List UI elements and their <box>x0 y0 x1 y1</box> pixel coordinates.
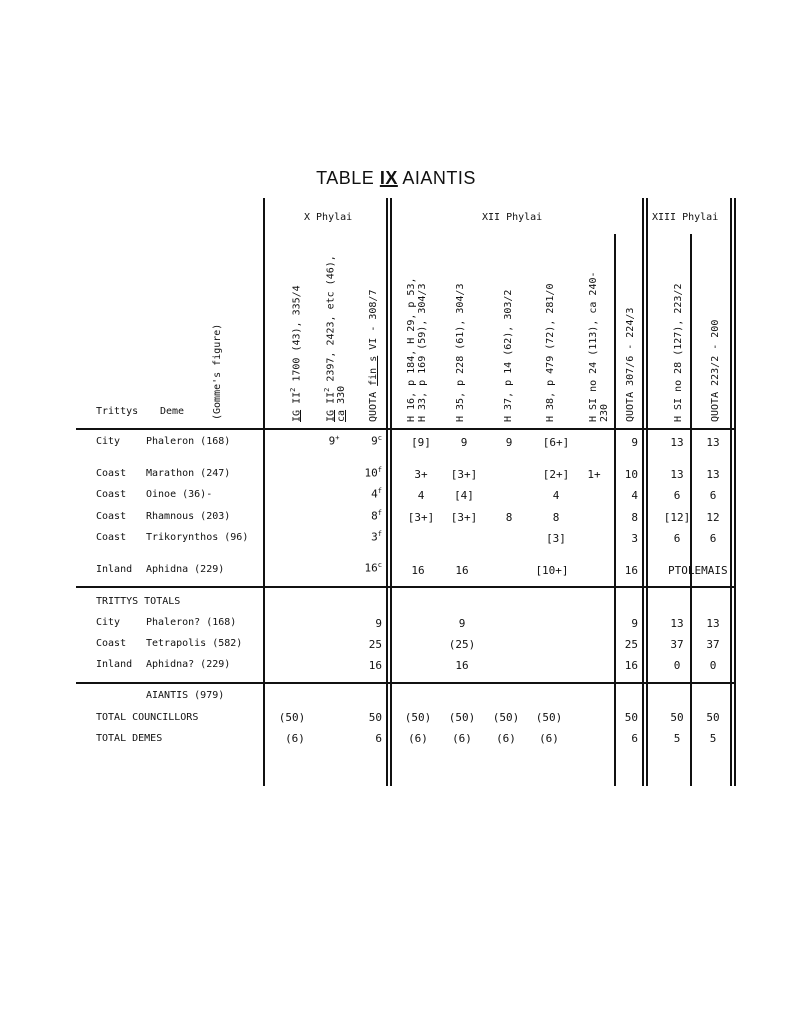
header-deme: Deme <box>160 406 185 417</box>
header-col11: QUOTA 223/2 - 200 <box>710 319 721 422</box>
header-gomme: (Gomme's figure) <box>212 323 223 420</box>
rule-x-right-b <box>390 198 392 786</box>
rule-xii-right-b <box>646 198 648 786</box>
header-col3: QUOTA fin s VI - 308/7 <box>368 289 379 422</box>
rule-x-right-a <box>386 198 388 786</box>
title-tribe: AIANTIS <box>402 168 476 188</box>
header-col4: H 16, p 184, H 29, p 53, H 33, p 169 (59), 304/3 <box>406 277 428 422</box>
header-col1: IG $II^2$ 1700 (43), 335/4 <box>289 285 303 422</box>
page-title <box>0 168 792 189</box>
rule-demes-bottom <box>76 586 736 588</box>
header-col5: H 35, p 228 (61), 304/3 <box>455 283 466 422</box>
trittys-totals-label: TRITTYS TOTALS <box>96 596 181 607</box>
header-col10: H SI no 28 (127), 223/2 <box>673 283 684 422</box>
group-xii-phylai: XII Phylai <box>482 212 543 223</box>
group-x-phylai: X Phylai <box>304 212 353 223</box>
rule-header-bottom <box>76 428 736 430</box>
rule-xii-right-a <box>642 198 644 786</box>
rule-quota1-left <box>614 234 616 786</box>
header-col8: H SI no 24 (113), ca 240- 230 <box>588 271 610 422</box>
title-word: TABLE <box>316 168 375 188</box>
header-col9: QUOTA 307/6 - 224/3 <box>625 307 636 422</box>
rule-totals-bottom <box>76 682 736 684</box>
tribe-summary-label: AIANTIS (979) <box>146 690 225 701</box>
header-col7: H 38, p 479 (72), 281/0 <box>545 283 556 422</box>
header-col6: H 37, p 14 (62), 303/2 <box>503 289 514 422</box>
header-trittys: Trittys <box>96 406 139 417</box>
rule-x-left <box>263 198 265 786</box>
header-col2: IG $II^2$ 2397, 2423, etc (46), ca 330 <box>323 255 348 422</box>
rule-table-right-b <box>734 198 736 786</box>
ptolemais-note: PTOLEMAIS <box>668 564 728 577</box>
rule-quota2-left <box>690 234 692 786</box>
title-numeral: IX <box>379 168 398 188</box>
group-xiii-phylai: XIII Phylai <box>652 212 719 223</box>
